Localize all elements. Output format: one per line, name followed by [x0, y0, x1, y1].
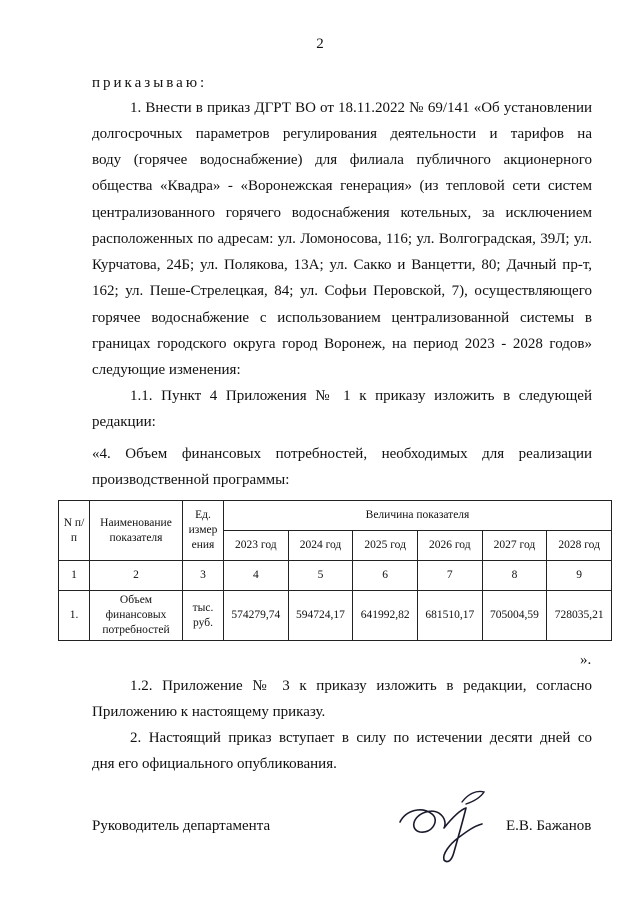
- item-1-2-line: Приложению к настоящему приказу.: [92, 704, 326, 720]
- order-word: приказываю:: [92, 75, 208, 91]
- numbering-cell: 6: [353, 561, 418, 591]
- item-1-line: долгосрочных параметров регулирования деятельности и тарифов на: [92, 126, 592, 142]
- row-unit: тыс. руб.: [183, 591, 224, 641]
- signature-name: Е.В. Бажанов: [506, 818, 592, 834]
- row-n: 1.: [59, 591, 90, 641]
- item-1-line: 162; ул. Пеше-Стрелецкая, 84; ул. Софьи Перовской, 7), осуществляющего: [92, 283, 592, 299]
- header-n: N п/п: [59, 501, 90, 561]
- item-1-line: общества «Квадра» - «Воронежская генерация» (из тепловой сети систем: [92, 178, 592, 194]
- numbering-row: [59, 561, 612, 591]
- row-value: 574279,74: [224, 591, 289, 641]
- item-2-line: дня его официального опубликования.: [92, 756, 337, 772]
- page-number: 2: [316, 36, 324, 52]
- header-year: 2027 год: [482, 531, 547, 561]
- table-row: [59, 591, 612, 641]
- handwritten-signature: [392, 780, 502, 870]
- header-name: Наименование показателя: [90, 501, 183, 561]
- header-year: 2024 год: [288, 531, 353, 561]
- item-1-line: следующие изменения:: [92, 362, 241, 378]
- item-1-line: горячее водоснабжение с использованием централизованной системы в: [92, 310, 592, 326]
- header-year: 2026 год: [417, 531, 482, 561]
- numbering-cell: 7: [417, 561, 482, 591]
- header-value-group: Величина показателя: [224, 501, 612, 531]
- item-1-line: Курчатова, 24Б; ул. Полякова, 13А; ул. Сакко и Ванцетти, 80; Дачный пр-т,: [92, 257, 592, 273]
- row-name: Объем финансовых потребностей: [90, 591, 183, 641]
- signature-title: Руководитель департамента: [92, 818, 271, 834]
- item-1-line: централизованного горячего водоснабжения котельных, за исключением: [92, 205, 592, 221]
- header-year: 2028 год: [547, 531, 612, 561]
- numbering-cell: 8: [482, 561, 547, 591]
- quote-close: ».: [580, 652, 592, 668]
- numbering-cell: 4: [224, 561, 289, 591]
- item-1-1-line: редакции:: [92, 414, 156, 430]
- numbering-cell: 3: [183, 561, 224, 591]
- row-value: 728035,21: [547, 591, 612, 641]
- financial-needs-table: [58, 500, 612, 641]
- numbering-cell: 9: [547, 561, 612, 591]
- item-1-line: границах городского округа город Воронеж, на период 2023 - 2028 годов»: [92, 336, 592, 352]
- item-1-2-line: 1.2. Приложение № 3 к приказу изложить в редакции, согласно: [130, 678, 592, 694]
- item-1-line: 1. Внести в приказ ДГРТ ВО от 18.11.2022 № 69/141 «Об установлении: [130, 100, 592, 116]
- item-2-line: 2. Настоящий приказ вступает в силу по истечении десяти дней со: [130, 730, 592, 746]
- item-1-line: воду (горячее водоснабжение) для филиала публичного акционерного: [92, 152, 592, 168]
- row-value: 681510,17: [417, 591, 482, 641]
- numbering-cell: 1: [59, 561, 90, 591]
- header-year: 2025 год: [353, 531, 418, 561]
- quote-line: «4. Объем финансовых потребностей, необходимых для реализации: [92, 446, 592, 462]
- row-value: 594724,17: [288, 591, 353, 641]
- header-unit: Ед. измер ения: [183, 501, 224, 561]
- numbering-cell: 5: [288, 561, 353, 591]
- row-value: 705004,59: [482, 591, 547, 641]
- row-value: 641992,82: [353, 591, 418, 641]
- item-1-line: расположенных по адресам: ул. Ломоносова, 116; ул. Волгоградская, 39Л; ул.: [92, 231, 592, 247]
- numbering-cell: 2: [90, 561, 183, 591]
- header-year: 2023 год: [224, 531, 289, 561]
- item-1-1-line: 1.1. Пункт 4 Приложения № 1 к приказу изложить в следующей: [130, 388, 592, 404]
- quote-line: производственной программы:: [92, 472, 290, 488]
